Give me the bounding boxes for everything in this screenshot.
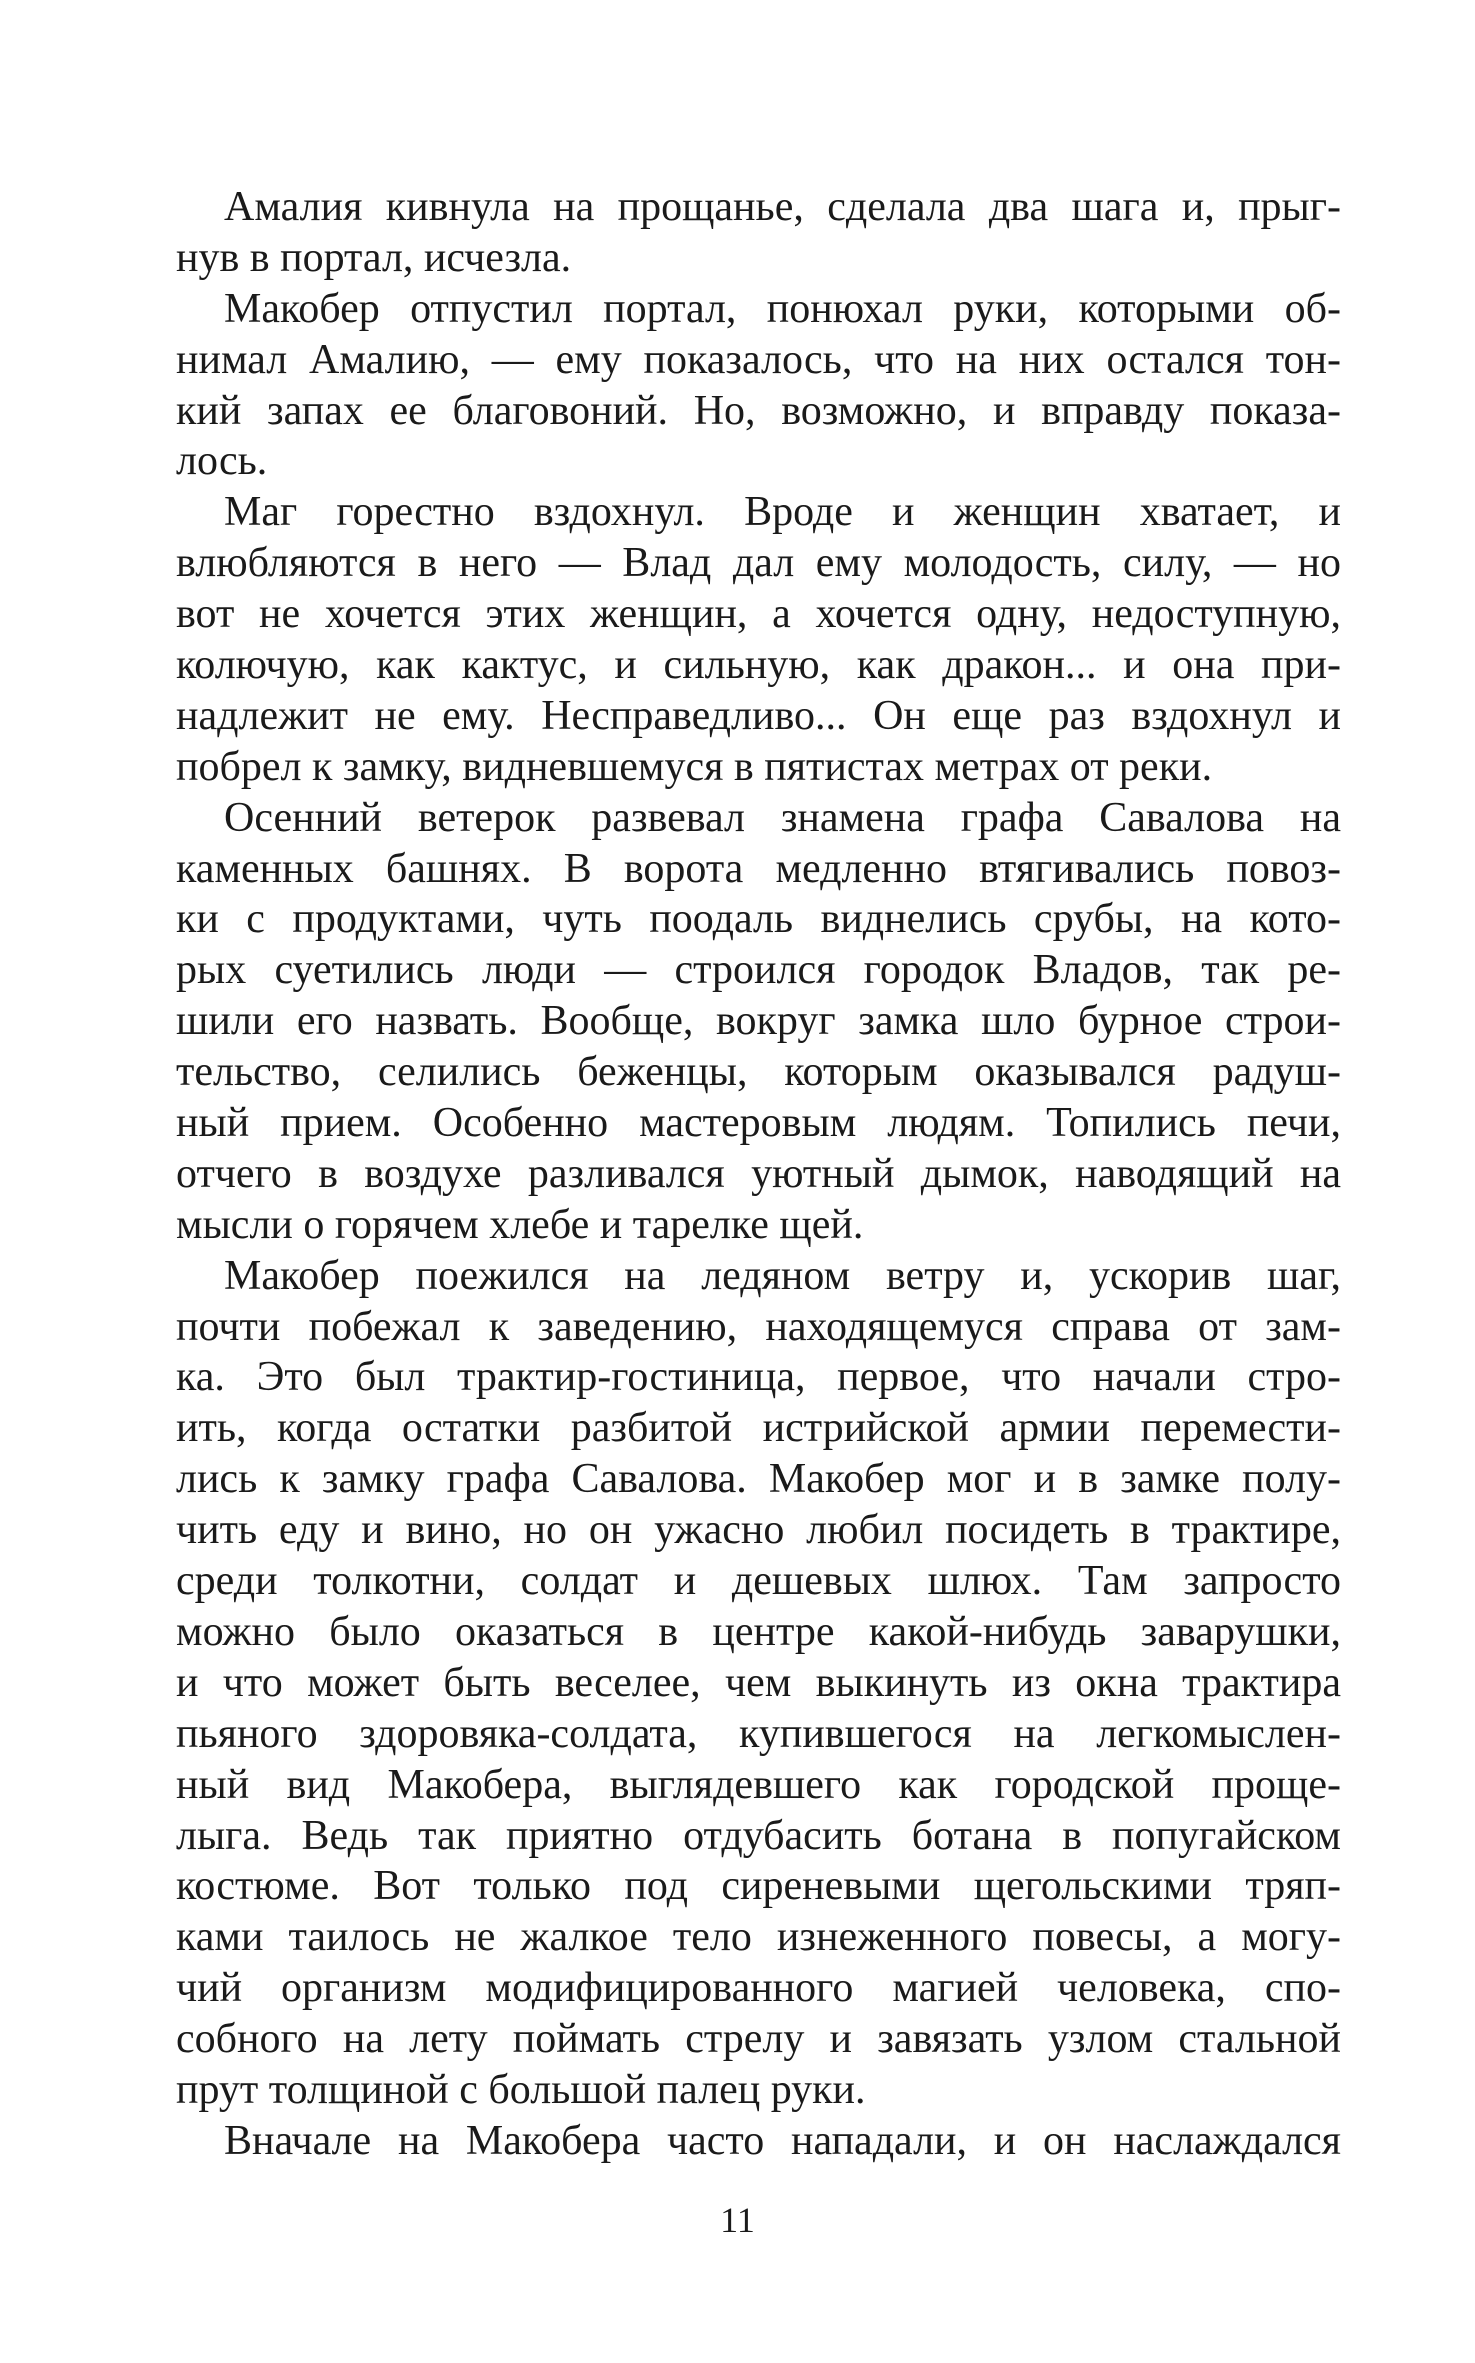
page-number: 11: [720, 2200, 755, 2240]
text-line: костюме. Вот только под сиреневыми щегольскими тряп-: [176, 1863, 1341, 1910]
text-line: чить еду и вино, но он ужасно любил посидеть в трактире,: [176, 1507, 1341, 1554]
text-line: Макобер отпустил портал, понюхал руки, которыми об-: [224, 285, 1341, 332]
page-text: [176, 182, 1341, 2167]
text-line: Вначале на Макобера часто нападали, и он наслаждался: [224, 2117, 1341, 2164]
text-line: вот не хочется этих женщин, а хочется одну, недоступную,: [176, 591, 1341, 638]
text-line: прут толщиной с большой палец руки.: [176, 2066, 866, 2113]
text-line: шили его назвать. Вообще, вокруг замка шло бурное строи-: [176, 998, 1341, 1045]
text-line: среди толкотни, солдат и дешевых шлюх. Там запросто: [176, 1558, 1341, 1605]
text-line: побрел к замку, видневшемуся в пятистах метрах от реки.: [176, 743, 1213, 790]
text-line: можно было оказаться в центре какой-нибудь заварушки,: [176, 1608, 1341, 1655]
text-line: собного на лету поймать стрелу и завязать узлом стальной: [176, 2016, 1341, 2063]
text-line: пьяного здоровяка-солдата, купившегося на легкомыслен-: [176, 1710, 1341, 1757]
text-line: нув в портал, исчезла.: [176, 234, 572, 281]
text-line: Маг горестно вздохнул. Вроде и женщин хватает, и: [224, 489, 1341, 536]
text-line: надлежит не ему. Несправедливо... Он еще раз вздохнул и: [176, 692, 1341, 739]
text-line: тельство, селились беженцы, которым оказывался радуш-: [176, 1049, 1341, 1096]
text-line: ить, когда остатки разбитой истрийской армии перемести-: [176, 1405, 1341, 1452]
text-line: Макобер поежился на ледяном ветру и, ускорив шаг,: [224, 1252, 1341, 1299]
text-line: колючую, как кактус, и сильную, как дракон... и она при-: [176, 642, 1341, 689]
text-line: лись к замку графа Савалова. Макобер мог и в замке полу-: [176, 1456, 1341, 1503]
text-line: Амалия кивнула на прощанье, сделала два шага и, прыг-: [224, 184, 1341, 230]
text-line: нимал Амалию, — ему показалось, что на них остался тон-: [176, 336, 1341, 383]
text-line: ка. Это был трактир-гостиница, первое, что начали стро-: [176, 1354, 1341, 1401]
text-line: и что может быть веселее, чем выкинуть из окна трактира: [176, 1659, 1341, 1706]
text-line: ный вид Макобера, выглядевшего как городской проще-: [176, 1761, 1341, 1808]
text-line: кий запах ее благовоний. Но, возможно, и вправду показа-: [176, 387, 1341, 434]
text-line: Осенний ветерок развевал знамена графа Савалова на: [224, 794, 1341, 841]
text-line: ки с продуктами, чуть поодаль виднелись срубы, на кото-: [176, 896, 1341, 943]
text-line: почти побежал к заведению, находящемуся справа от зам-: [176, 1303, 1341, 1350]
text-line: лось.: [176, 438, 268, 485]
text-line: каменных башнях. В ворота медленно втягивались повоз-: [176, 845, 1341, 892]
text-line: рых суетились люди — строился городок Владов, так ре-: [176, 947, 1341, 994]
text-line: отчего в воздухе разливался уютный дымок, наводящий на: [176, 1150, 1341, 1197]
text-line: влюбляются в него — Влад дал ему молодость, силу, — но: [176, 540, 1341, 587]
text-line: ками таилось не жалкое тело изнеженного повесы, а могу-: [176, 1914, 1341, 1961]
text-line: чий организм модифицированного магией человека, спо-: [176, 1965, 1341, 2012]
text-line: ный прием. Особенно мастеровым людям. Топились печи,: [176, 1100, 1341, 1147]
text-line: лыга. Ведь так приятно отдубасить ботана в попугайском: [176, 1812, 1341, 1859]
text-line: мысли о горячем хлебе и тарелке щей.: [176, 1201, 864, 1248]
